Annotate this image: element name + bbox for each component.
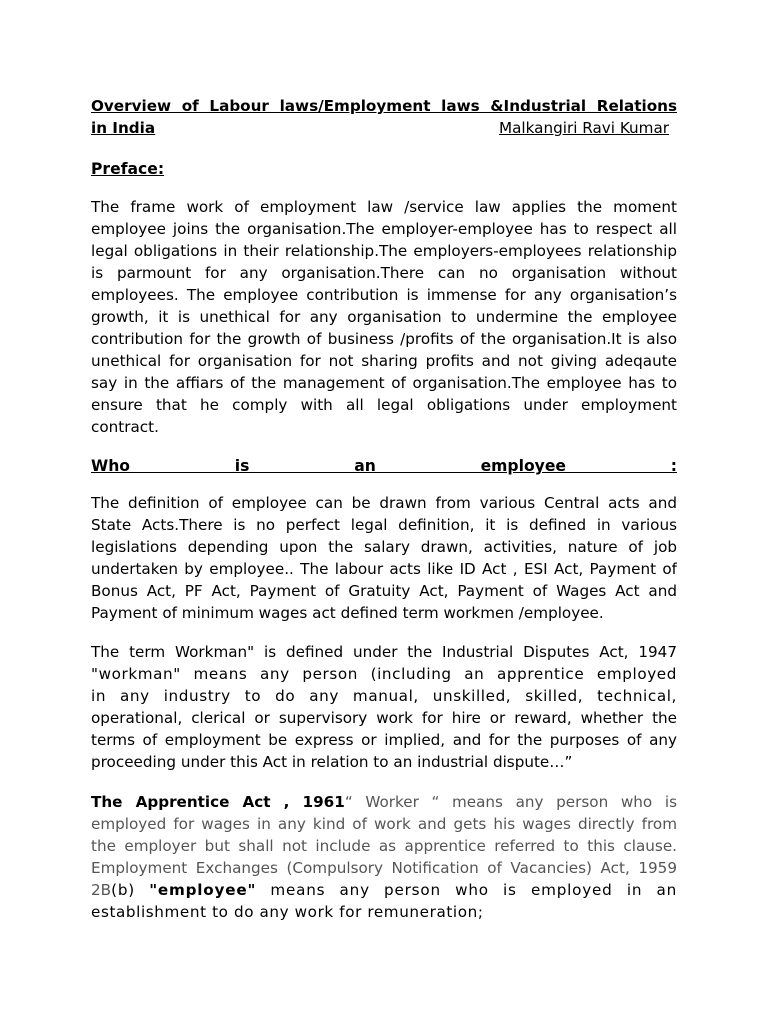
preface-line: unethical for organisation for not sharing profits and not giving adeqaute [91,352,677,370]
preface-line: contribution for the growth of business /profits of the organisation.It is also [91,330,677,348]
apprentice-line: the employer but shall not include as apprentice referred to this clause. [91,837,677,855]
title-country: in India [91,119,156,137]
employee-line: undertaken by employee.. The labour acts like ID Act , ESI Act, Payment of [91,560,677,578]
workman-line: in any industry to do any manual, unskilled, skilled, technical, [91,687,677,705]
apprentice-line: Employment Exchanges (Compulsory Notification of Vacancies) Act, 1959 [91,859,677,877]
workman-line: "workman" means any person (including an apprentice employed [91,665,677,683]
preface-line: is parmount for any organisation.There can no organisation without [91,264,677,282]
employee-line: legislations depending upon the salary drawn, activities, nature of job [91,538,677,556]
apprentice-act-label: The Apprentice Act , 1961 [91,793,345,811]
workman-line: terms of employment be express or implied, and for the purposes of any [91,731,677,749]
title-line-2 [91,117,677,139]
employee-definition-line [91,879,677,901]
title-line-1: Overview of Labour laws/Employment laws &Industrial Relations [91,97,677,115]
author-name: Malkangiri Ravi Kumar [499,119,669,137]
apprentice-line-1 [91,791,677,813]
preface-line: legal obligations in their relationship.The employers-employees relationship [91,242,677,260]
employee-line: The definition of employee can be drawn from various Central acts and [91,494,677,512]
workman-line: operational, clerical or supervisory work for hire or reward, whether the [91,709,677,727]
preface-line: The frame work of employment law /service law applies the moment [91,198,677,216]
preface-line: say in the affiars of the management of organisation.The employee has to [91,374,677,392]
preface-line: employees. The employee contribution is immense for any organisation’s [91,286,677,304]
preface-paragraph [91,196,677,438]
workman-paragraph [91,641,677,773]
preface-line: employee joins the organisation.The employer-employee has to respect all [91,220,677,238]
preface-line: ensure that he comply with all legal obligations under employment [91,396,677,414]
preface-heading: Preface: [91,160,165,178]
employee-line: Bonus Act, PF Act, Payment of Gratuity Act, Payment of Wages Act and [91,582,677,600]
section-ref: 2B [91,881,112,899]
def-rest: means any person who is employed in an [256,881,677,899]
employee-paragraph [91,492,677,624]
workman-line: The term Workman" is defined under the Industrial Disputes Act, 1947 [91,643,677,661]
document-title [91,95,677,139]
employee-line: Payment of minimum wages act defined term workmen /employee. [91,604,604,622]
apprentice-paragraph [91,791,677,923]
worker-definition-start: “ Worker “ means any person who is [344,793,677,811]
preface-line: contract. [91,418,159,436]
employee-definition-end: establishment to do any work for remuneration; [91,903,484,921]
def-term: "employee" [149,881,257,899]
employee-heading: Who is an employee : [91,457,677,475]
def-prefix: (b) [111,881,150,899]
employee-line: State Acts.There is no perfect legal definition, it is defined in various [91,516,677,534]
preface-line: growth, it is unethical for any organisation to undermine the employee [91,308,677,326]
apprentice-line: employed for wages in any kind of work and gets his wages directly from [91,815,677,833]
workman-line: proceeding under this Act in relation to an industrial dispute…” [91,753,573,771]
